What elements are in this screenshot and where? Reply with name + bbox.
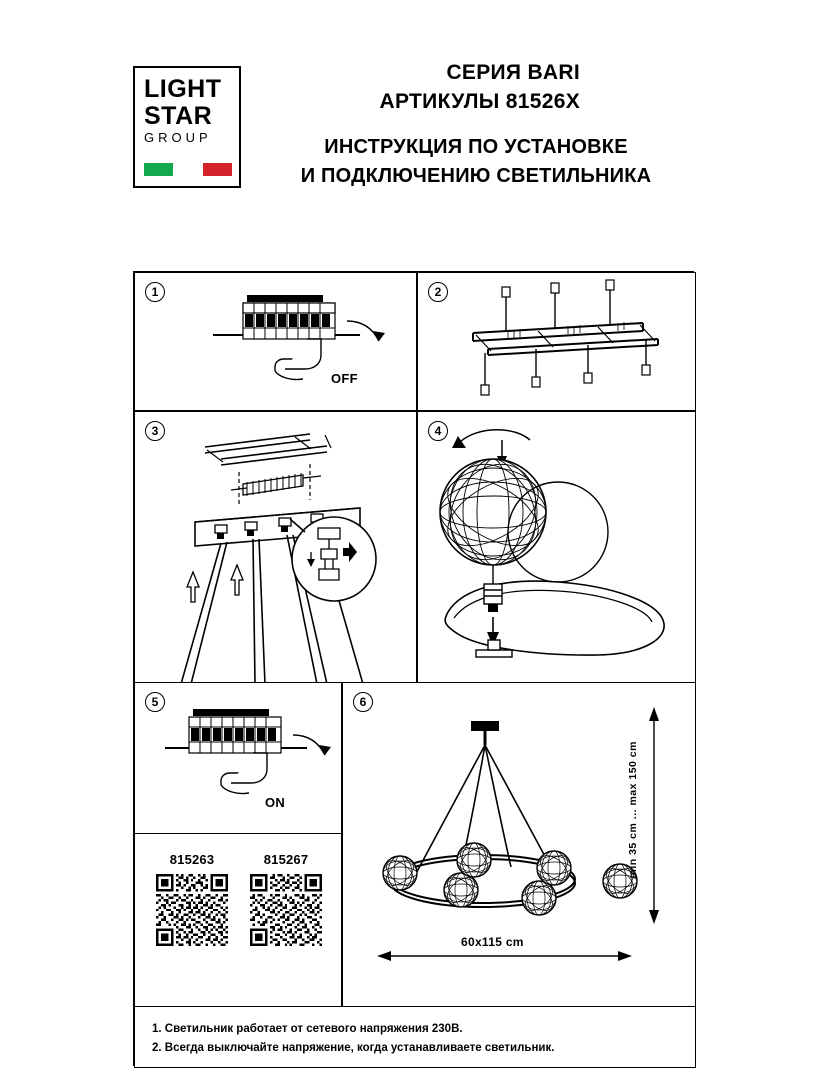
step-5-illustration (135, 683, 342, 834)
note-line-2: 2. Всегда выключайте напряжение, когда устанавливаете светильник. (152, 1042, 555, 1054)
step-4-number: 4 (428, 421, 448, 441)
logo-wordmark (135, 76, 243, 146)
qr-item (156, 852, 228, 946)
step-1-illustration (135, 273, 417, 411)
article-title: АРТИКУЛЫ 81526X (379, 90, 580, 113)
qr-code-label: 815263 (169, 852, 215, 867)
qr-item (250, 852, 322, 946)
logo-line-2: STAR (144, 102, 213, 130)
note-line-1: 1. Светильник работает от сетевого напряжения 230В. (152, 1023, 463, 1035)
step-4-illustration (418, 412, 696, 683)
step-3-illustration (135, 412, 417, 683)
qr-code-label: 815267 (263, 852, 309, 867)
step-6-illustration (343, 683, 696, 1007)
instruction-line-2: И ПОДКЛЮЧЕНИЮ СВЕТИЛЬНИКА (300, 165, 652, 187)
qr-code-list (135, 852, 342, 946)
title-block (250, 58, 710, 191)
notes-block (152, 1020, 554, 1058)
step-5-panel (134, 682, 342, 834)
step-3-number: 3 (145, 421, 165, 441)
step-2-panel (417, 272, 696, 411)
step-3-panel (134, 411, 417, 683)
step-4-panel (417, 411, 696, 683)
qr-code-image[interactable] (156, 874, 228, 946)
step-1-number: 1 (145, 282, 165, 302)
step-2-number: 2 (428, 282, 448, 302)
step-2-illustration (418, 273, 696, 411)
brand-logo (133, 66, 241, 188)
step-1-panel (134, 272, 417, 411)
qr-code-panel (134, 833, 342, 1007)
step-5-number: 5 (145, 692, 165, 712)
step-5-caption: ON (265, 795, 286, 810)
qr-code-image[interactable] (250, 874, 322, 946)
series-title: СЕРИЯ BARI (446, 61, 580, 84)
width-dimension-label: 60x115 cm (461, 935, 524, 949)
instruction-grid (133, 271, 694, 1066)
height-dimension-label: min 35 cm ... max 150 cm (627, 741, 639, 879)
instruction-line-1: ИНСТРУКЦИЯ ПО УСТАНОВКЕ (324, 136, 628, 158)
page-header (0, 52, 826, 202)
step-6-panel (342, 682, 696, 1007)
logo-line-1: LIGHT (144, 75, 222, 103)
logo-line-3: GROUP (144, 130, 212, 145)
step-6-number: 6 (353, 692, 373, 712)
italian-flag-icon (144, 163, 232, 176)
step-1-caption: OFF (331, 371, 358, 386)
notes-panel (134, 1006, 696, 1068)
